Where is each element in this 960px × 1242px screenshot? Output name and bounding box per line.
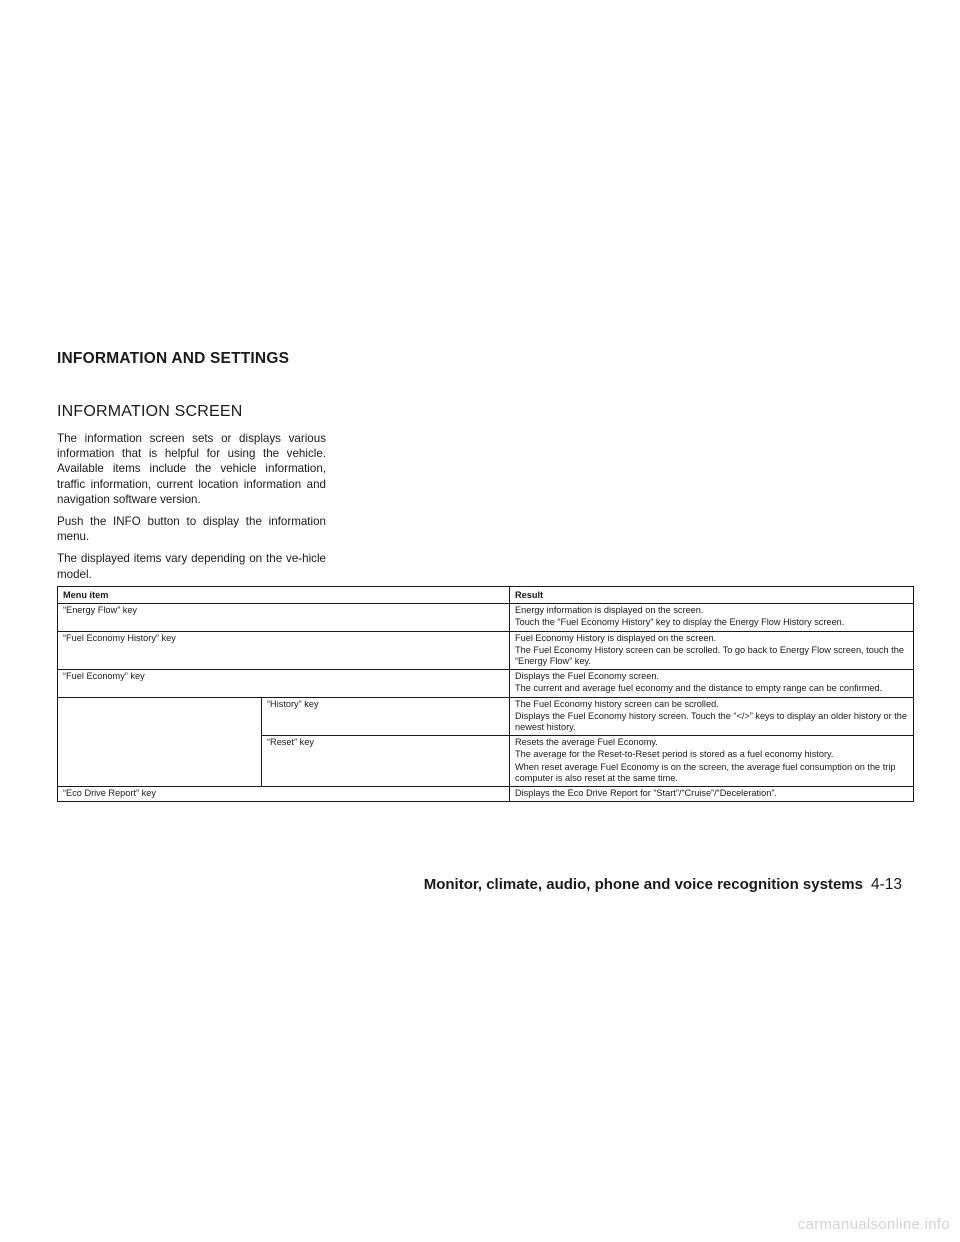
menu-item-cell: “Fuel Economy” key <box>58 670 510 697</box>
chapter-title: Monitor, climate, audio, phone and voice recognition systems <box>423 876 863 893</box>
result-cell <box>510 670 914 697</box>
result-line: The current and average fuel economy and the distance to empty range can be confirmed. <box>515 683 883 694</box>
result-line: The average for the Reset-to-Reset period is stored as a fuel economy history. <box>515 749 834 760</box>
sub-item-cell: “History” key <box>262 697 510 736</box>
menu-item-spacer <box>58 697 262 786</box>
menu-item-cell: “Fuel Economy History” key <box>58 631 510 670</box>
table-row <box>58 787 914 802</box>
result-line: The Fuel Economy history screen can be scrolled. <box>515 698 719 709</box>
subsection-title: INFORMATION SCREEN <box>57 403 243 420</box>
result-line: Displays the Fuel Economy screen. <box>515 671 659 682</box>
result-line: Touch the “Fuel Economy History” key to display the Energy Flow History screen. <box>515 617 845 628</box>
intro-paragraph: The information screen sets or displays various information that is helpful for using the vehicle. Available items include the vehicle information, traffic information, current location information and navigation software version. <box>57 432 326 506</box>
table-row <box>58 631 914 670</box>
result-cell <box>510 697 914 736</box>
intro-text <box>57 431 326 589</box>
result-line: Displays the Fuel Economy history screen. Touch the “</>” keys to display an older history or the newest history. <box>515 710 908 733</box>
table-row <box>58 670 914 697</box>
result-line: Resets the average Fuel Economy. <box>515 737 658 748</box>
result-line: Energy information is displayed on the screen. <box>515 605 704 616</box>
page-number: 4-13 <box>870 876 902 893</box>
result-line: Fuel Economy History is displayed on the screen. <box>515 632 717 643</box>
menu-table <box>57 586 914 802</box>
watermark: carmanualsonline.info <box>797 1216 950 1233</box>
result-line: Displays the Eco Drive Report for “Start”/“Cruise”/“Deceleration”. <box>515 788 777 799</box>
intro-paragraph: Push the INFO button to display the information menu. <box>57 515 326 544</box>
result-line: When reset average Fuel Economy is on the screen, the average fuel consumption on the trip computer is also reset at the same time. <box>515 761 896 783</box>
intro-paragraph: The displayed items vary depending on the ve-hicle model. <box>57 552 326 581</box>
page-footer <box>424 876 902 894</box>
header-result: Result <box>510 587 914 604</box>
sub-item-cell: “Reset” key <box>262 736 510 787</box>
menu-item-cell: “Energy Flow” key <box>58 604 510 631</box>
table-row <box>58 697 914 736</box>
table-header-row <box>58 587 914 604</box>
section-title: INFORMATION AND SETTINGS <box>57 350 290 367</box>
result-cell <box>510 736 914 787</box>
result-cell <box>510 604 914 631</box>
table-row <box>58 604 914 631</box>
menu-item-cell: “Eco Drive Report” key <box>58 787 510 802</box>
header-menu-item: Menu item <box>58 587 510 604</box>
result-cell <box>510 787 914 802</box>
result-cell <box>510 631 914 670</box>
result-line: The Fuel Economy History screen can be scrolled. To go back to Energy Flow screen, touch the “Energy Flow” key. <box>515 644 904 667</box>
